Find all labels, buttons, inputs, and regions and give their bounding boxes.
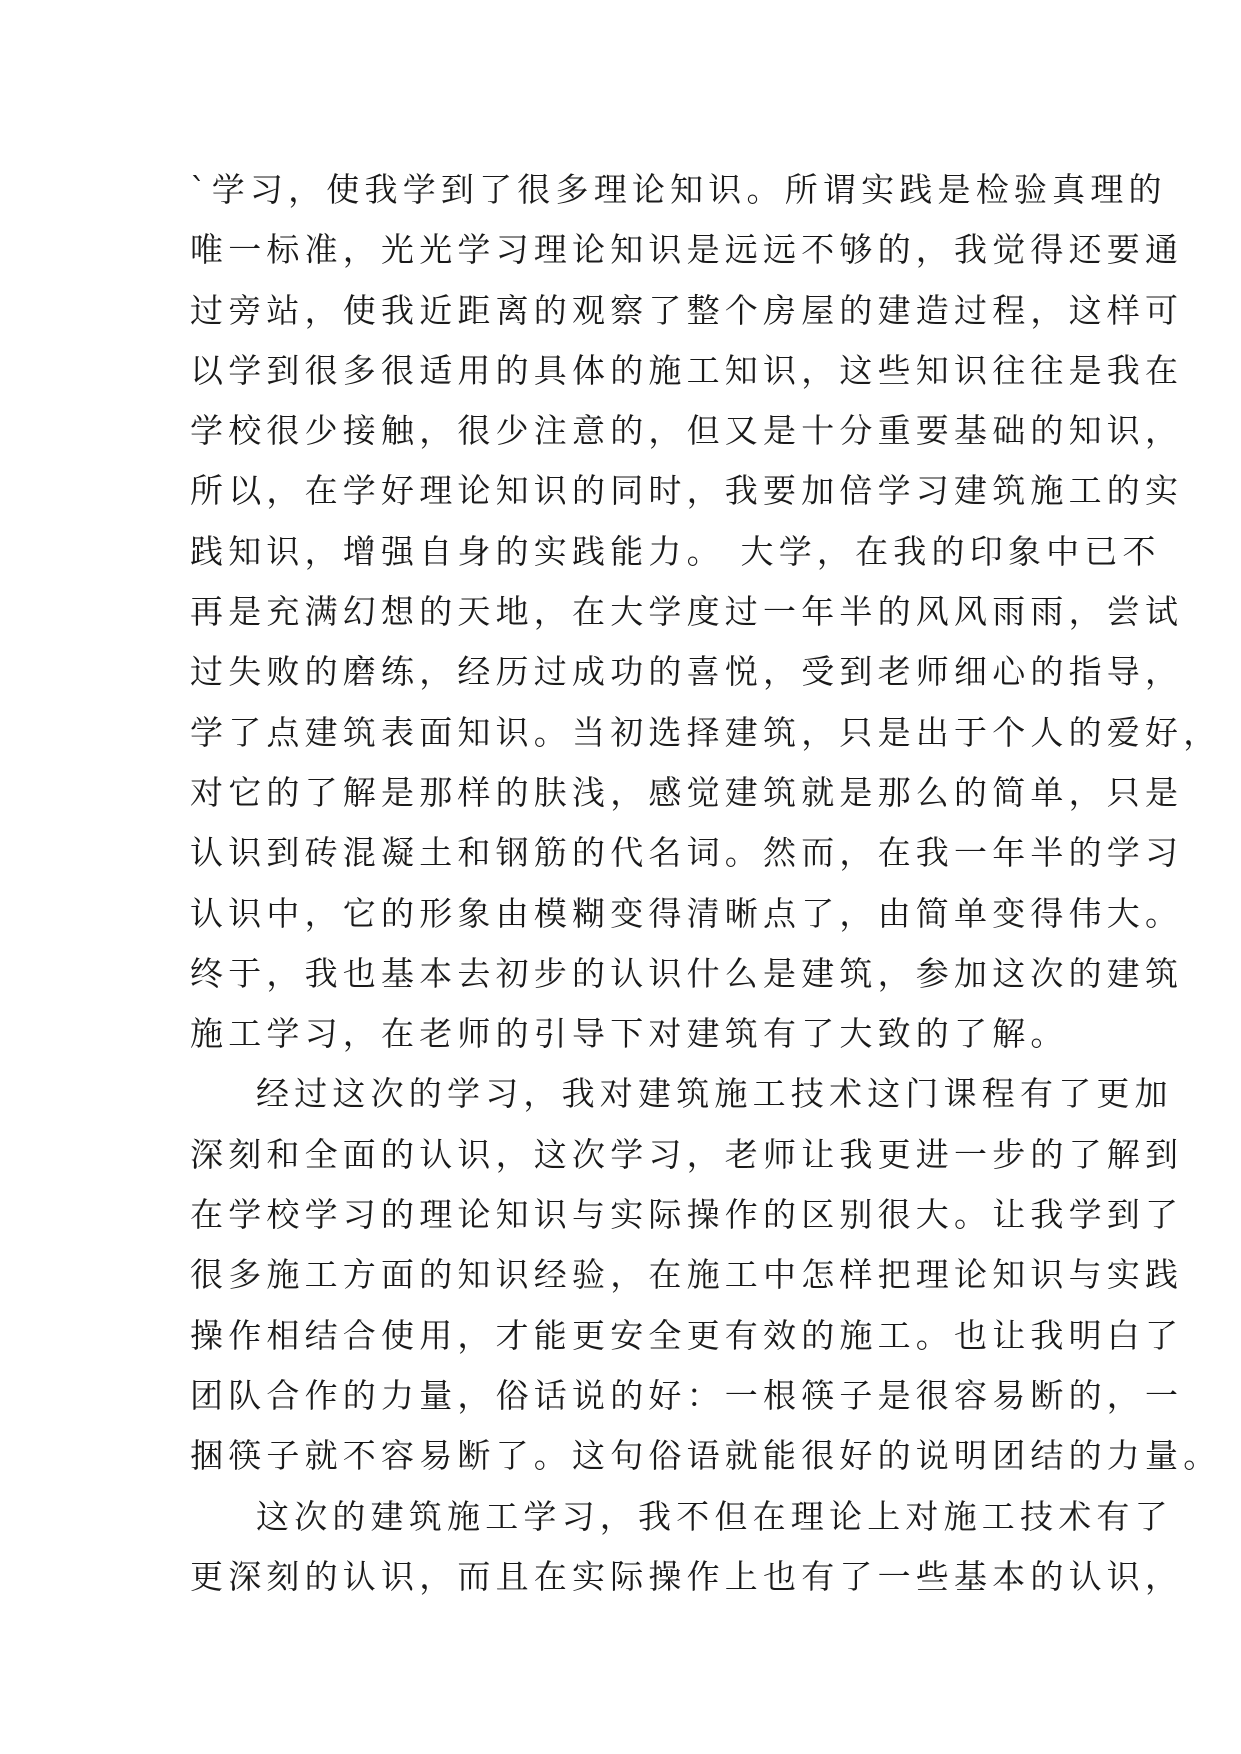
text-line: 很多施工方面的知识经验，在施工中怎样把理论知识与实践 (190, 1255, 1184, 1295)
text-line: 更深刻的认识，而且在实际操作上也有了一些基本的认识， (190, 1556, 1184, 1596)
text-line: 捆筷子就不容易断了。这句俗语就能很好的说明团结的力量。 (190, 1436, 1222, 1476)
body-text (190, 160, 1222, 1607)
text-line: 唯一标准，光光学习理论知识是远远不够的，我觉得还要通 (190, 230, 1184, 270)
text-line: 团队合作的力量，俗话说的好：一根筷子是很容易断的，一 (190, 1375, 1184, 1415)
text-line: 所以，在学好理论知识的同时，我要加倍学习建筑施工的实 (190, 471, 1184, 511)
text-line: 学了点建筑表面知识。当初选择建筑，只是出于个人的爱好， (190, 712, 1222, 752)
paragraph-start-line: 经过这次的学习，我对建筑施工技术这门课程有了更加 (256, 1074, 1173, 1114)
text-line: 在学校学习的理论知识与实际操作的区别很大。让我学到了 (190, 1195, 1184, 1235)
text-line: 对它的了解是那样的肤浅，感觉建筑就是那么的简单，只是 (190, 772, 1184, 812)
text-line: 深刻和全面的认识，这次学习，老师让我更进一步的了解到 (190, 1134, 1184, 1174)
text-line: 认识中，它的形象由模糊变得清晰点了，由简单变得伟大。 (190, 893, 1184, 933)
text-line: `学习，使我学到了很多理论知识。所谓实践是检验真理的 (190, 170, 1167, 209)
text-line: 再是充满幻想的天地，在大学度过一年半的风风雨雨，尝试 (190, 592, 1184, 632)
text-line: 以学到很多很适用的具体的施工知识，这些知识往往是我在 (190, 350, 1184, 390)
text-line: 践知识，增强自身的实践能力。 大学，在我的印象中已不 (190, 531, 1161, 571)
text-line: 学校很少接触，很少注意的，但又是十分重要基础的知识， (190, 411, 1184, 451)
paragraph-start-line: 这次的建筑施工学习，我不但在理论上对施工技术有了 (256, 1496, 1173, 1536)
text-line: 操作相结合使用，才能更安全更有效的施工。也让我明白了 (190, 1315, 1184, 1355)
text-line: 终于，我也基本去初步的认识什么是建筑，参加这次的建筑 (190, 953, 1184, 993)
text-line: 过旁站，使我近距离的观察了整个房屋的建造过程，这样可 (190, 290, 1184, 330)
text-line: 过失败的磨练，经历过成功的喜悦，受到老师细心的指导， (190, 652, 1184, 692)
text-line: 认识到砖混凝土和钢筋的代名词。然而，在我一年半的学习 (190, 833, 1184, 873)
text-line: 施工学习，在老师的引导下对建筑有了大致的了解。 (190, 1014, 1069, 1054)
